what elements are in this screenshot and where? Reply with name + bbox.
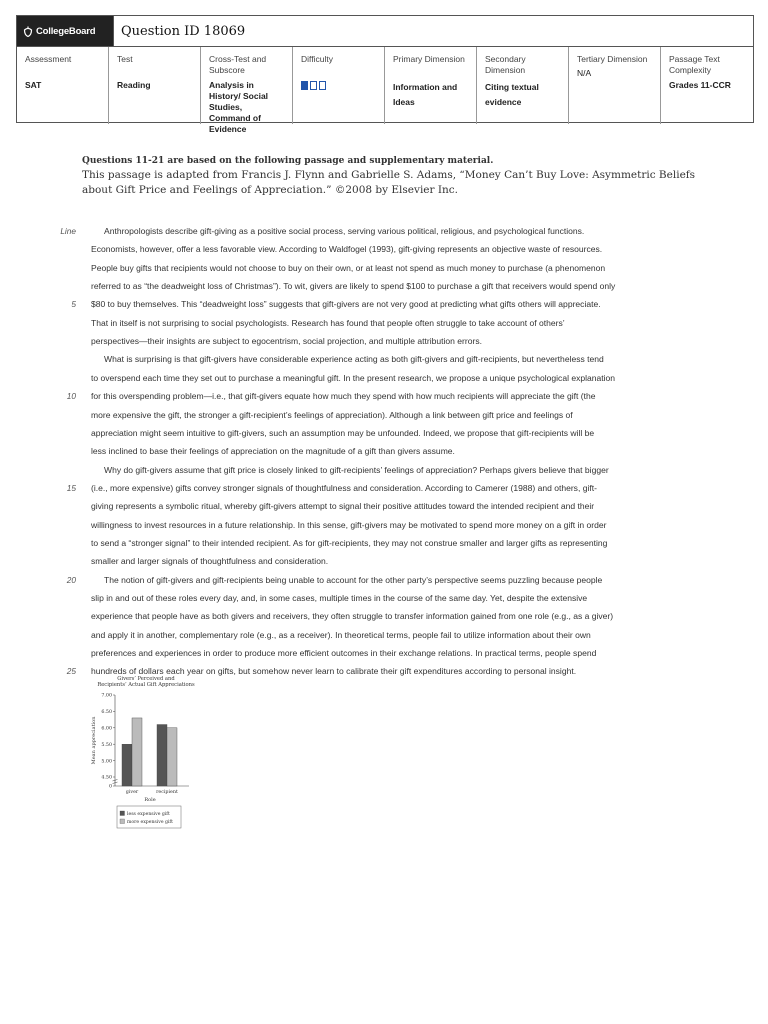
meta-label: Passage Text Complexity: [669, 54, 720, 75]
passage-line: preferences and experiences in order to produce more efficient outcomes in their exchange relations. In practical terms, people spend: [91, 648, 597, 659]
line-number: 25: [66, 666, 76, 677]
meta-value: Analysis in History/ Social Studies, Command of Evidence: [209, 80, 269, 134]
passage-line: experience that people have as both givers and receivers, they often struggle to transfer information gained from one role (e.g., as a giver): [91, 611, 614, 622]
passage-line: People buy gifts that recipients would not choose to buy on their own, or at least not spend as much money to purchase (a phenomenon: [91, 262, 606, 273]
meta-test: [109, 47, 201, 124]
meta-label: Test: [117, 54, 133, 64]
x-tick-label: recipient: [156, 790, 178, 795]
legend-swatch: [120, 811, 125, 816]
meta-label: Tertiary Dimension: [577, 54, 648, 64]
y-tick-label: 6.50: [101, 710, 112, 716]
y-tick-label: 6.00: [101, 726, 112, 732]
passage-line: hundreds of dollars each year on gifts, but somehow never learn to calibrate their gift expenditures according to personal insight.: [91, 666, 577, 677]
passage-line: referred to as “the deadweight loss of Christmas”). To wit, givers are likely to spend $100 to purchase a gift that receivers would spend only: [91, 281, 616, 292]
meta-tertiary-dimension: [569, 47, 661, 124]
meta-value: Citing textual evidence: [485, 82, 539, 107]
metadata-row: [17, 47, 753, 134]
question-id: Question ID 18069: [121, 23, 246, 39]
difficulty-box: [310, 81, 317, 90]
meta-label: Primary Dimension: [393, 54, 465, 64]
passage-line: appreciation might seem intuitive to gift-givers, such an assumption may be unfounded. Indeed, we propose that gift-recipients will be: [91, 427, 595, 438]
bar: [122, 744, 132, 786]
passage-line: Economists, however, offer a less favorable view. According to Waldfogel (1993), gift-giving represents an objective waste of resources.: [91, 244, 603, 255]
meta-value: N/A: [577, 68, 592, 78]
passage-line: That in itself is not surprising to social psychologists. Research has found that people often struggle to take account of others’: [91, 317, 565, 328]
passage-line: $80 to buy themselves. This “deadweight loss” suggests that gift-givers are not very good at predicting what gifts others will appreciate.: [91, 299, 601, 310]
difficulty-box: [319, 81, 326, 90]
passage-line: more expensive the gift, the stronger a gift-recipient’s feelings of appreciation). Although a link between gift price and feelings of: [91, 409, 573, 420]
line-number: 10: [66, 391, 76, 402]
legend-label: more expensive gift: [127, 820, 173, 825]
passage-line: to send a “stronger signal” to their intended recipient. As for gift-recipients, they may not construe smaller and larger gifts as representing: [91, 537, 608, 548]
x-tick-label: giver: [125, 790, 139, 795]
meta-label: Cross-Test and Subscore: [209, 54, 267, 75]
x-axis-label: Role: [144, 797, 156, 803]
meta-cross-test: [201, 47, 293, 134]
question-header: [16, 15, 754, 134]
meta-difficulty: [293, 47, 385, 124]
bar: [157, 725, 167, 786]
difficulty-box: [301, 81, 308, 90]
passage-line: and apply it in another, complementary role (e.g., as a receiver). In theoretical terms, people fail to utilize information about their own: [91, 629, 591, 640]
passage-line: slip in and out of these roles every day, and, in some cases, multiple times in the course of the same day. Yet, despite the extensive: [91, 593, 588, 603]
line-number: 5: [71, 299, 76, 310]
meta-label: Assessment: [25, 54, 72, 64]
chart-svg: [86, 673, 196, 833]
y-tick-label: 0: [108, 784, 112, 790]
meta-primary-dimension: [385, 47, 477, 124]
passage-line: less inclined to base their feelings of appreciation on the magnitude of a gift than givers assume.: [91, 446, 455, 457]
passage-line: The notion of gift-givers and gift-recipients being unable to account for the other party’s perspective seems puzzling because people: [104, 574, 603, 585]
passage-line: for this overspending problem—i.e., that gift-givers equate how much they spend with how much recipients will appreciate the gift (the: [91, 391, 596, 402]
passage-source: This passage is adapted from Francis J. Flynn and Gabrielle S. Adams, “Money Can’t Buy Love: Asymmetric Beliefs about Gift Price and Feelings of Appreciation.” ©2008 by Elsevier Inc.: [82, 169, 696, 196]
meta-label: Secondary Dimension: [485, 54, 526, 75]
bar: [167, 728, 177, 786]
collegeboard-logo: [17, 16, 114, 46]
line-number: 15: [66, 482, 76, 493]
y-tick-label: 5.00: [101, 759, 112, 765]
meta-value: Grades 11-CCR: [669, 80, 731, 90]
y-tick-label: 7.00: [101, 693, 112, 699]
meta-assessment: [17, 47, 109, 124]
meta-label: Difficulty: [301, 54, 333, 64]
meta-value: Reading: [117, 80, 151, 90]
passage-line: What is surprising is that gift-givers have considerable experience acting as both gift-givers and gift-recipients, but nevertheless tend: [104, 354, 604, 365]
chart-title: Givers’ Perceived and: [117, 676, 175, 682]
passage-line: to overspend each time they set out to purchase a meaningful gift. In the present research, we propose a unique psychological explanation: [91, 372, 616, 383]
bar-chart: [86, 673, 196, 833]
line-number: 20: [66, 574, 76, 585]
acorn-icon: [23, 26, 33, 37]
meta-secondary-dimension: [477, 47, 569, 124]
difficulty-indicator: [301, 81, 376, 90]
passage-intro: [82, 156, 702, 198]
legend-swatch: [120, 819, 125, 824]
header-top-row: [17, 16, 753, 47]
chart-title: Recipients’ Actual Gift Appreciations: [97, 682, 195, 688]
bar: [132, 718, 142, 786]
line-label: Line: [60, 226, 76, 236]
passage-line: (i.e., more expensive) gifts convey stronger signals of thoughtfulness and consideration. According to Camerer (1988) and others, gift-: [91, 482, 597, 493]
y-tick-label: 4.50: [101, 775, 112, 781]
passage-line: Anthropologists describe gift-giving as a positive social process, serving various political, religious, and psychological functions.: [104, 226, 585, 236]
passage-line: smaller and larger signals of thoughtfulness and consideration.: [91, 556, 329, 567]
meta-value: Information and Ideas: [393, 82, 458, 107]
legend-label: less expensive gift: [127, 812, 170, 817]
y-tick-label: 5.50: [101, 742, 112, 748]
meta-value: SAT: [25, 80, 42, 90]
passage-line: Why do gift-givers assume that gift price is closely linked to gift-recipients’ feelings of appreciation? Perhaps givers believe that bigger: [104, 464, 609, 475]
brand-name: CollegeBoard: [36, 25, 96, 37]
questions-range-note: Questions 11-21 are based on the following passage and supplementary material.: [82, 156, 494, 166]
meta-text-complexity: [661, 47, 753, 124]
passage-line: perspectives—their insights are subject to egocentrism, social projection, and multiple attribution errors.: [91, 336, 482, 347]
passage-line: willingness to invest resources in a future relationship. In this sense, gift-givers may be motivated to spend more money on a gift in order: [91, 519, 607, 530]
passage-line: giving represents a symbolic ritual, whereby gift-givers attempt to signal their positive attitudes toward the intended recipient and their: [91, 501, 595, 512]
y-axis-label: Mean appreciation: [91, 716, 97, 765]
